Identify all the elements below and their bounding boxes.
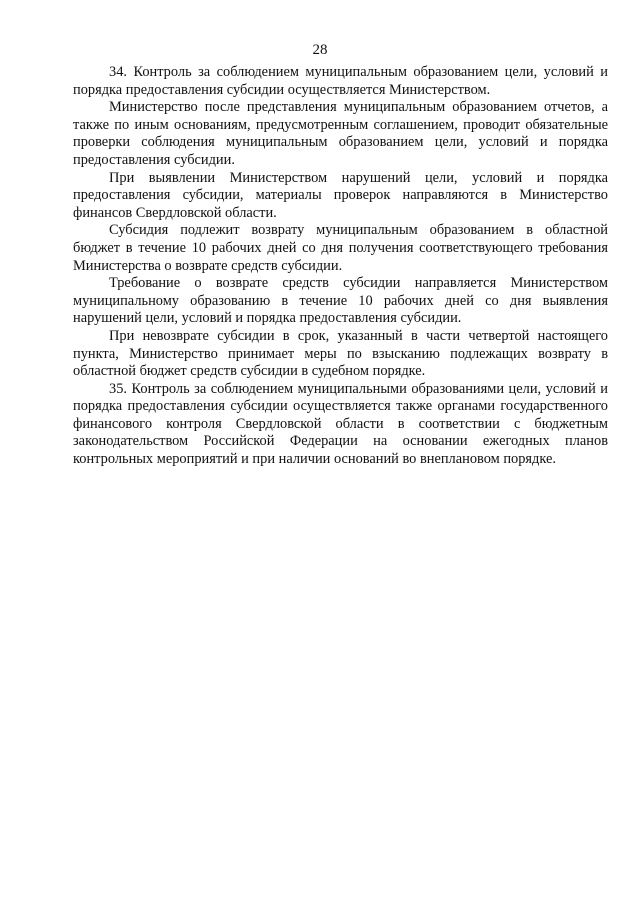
paragraph-35-control: 35. Контроль за соблюдением муниципальными образованиями цели, условий и порядка предоставления субсидии осуществляется также органами государственного финансового контроля Свердловской области в соответствии с бюджетным законодательством Российской Федерации на основании ежегодных планов контрольных мероприятий и при наличии оснований во внеплановом порядке.	[73, 380, 608, 468]
document-body	[73, 64, 608, 469]
paragraph-violations-detected: При выявлении Министерством нарушений цели, условий и порядка предоставления субсидии, материалы проверок направляются в Министерство финансов Свердловской области.	[73, 169, 608, 221]
paragraph-return-requirement: Требование о возврате средств субсидии направляется Министерством муниципальному образованию в течение 10 рабочих дней со дня выявления нарушений цели, условий и порядка предоставления субсидии.	[73, 275, 608, 327]
paragraph-ministry-inspections: Министерство после представления муниципальным образованием отчетов, а также по иным основаниям, предусмотренным соглашением, проводит обязательные проверки соблюдения муниципальным образованием цели, условий и порядка предоставления субсидии.	[73, 99, 608, 168]
paragraph-34-control: 34. Контроль за соблюдением муниципальным образованием цели, условий и порядка предоставления субсидии осуществляется Министерством.	[73, 64, 608, 98]
page-number: 28	[312, 42, 328, 58]
paragraph-subsidy-return: Субсидия подлежит возврату муниципальным образованием в областной бюджет в течение 10 рабочих дней со дня получения соответствующего требования Министерства о возврате средств субсидии.	[73, 222, 608, 274]
paragraph-non-return-measures: При невозврате субсидии в срок, указанный в части четвертой настоящего пункта, Министерство принимает меры по взысканию подлежащих возврату в областной бюджет средств субсидии в судебном порядке.	[73, 327, 608, 380]
